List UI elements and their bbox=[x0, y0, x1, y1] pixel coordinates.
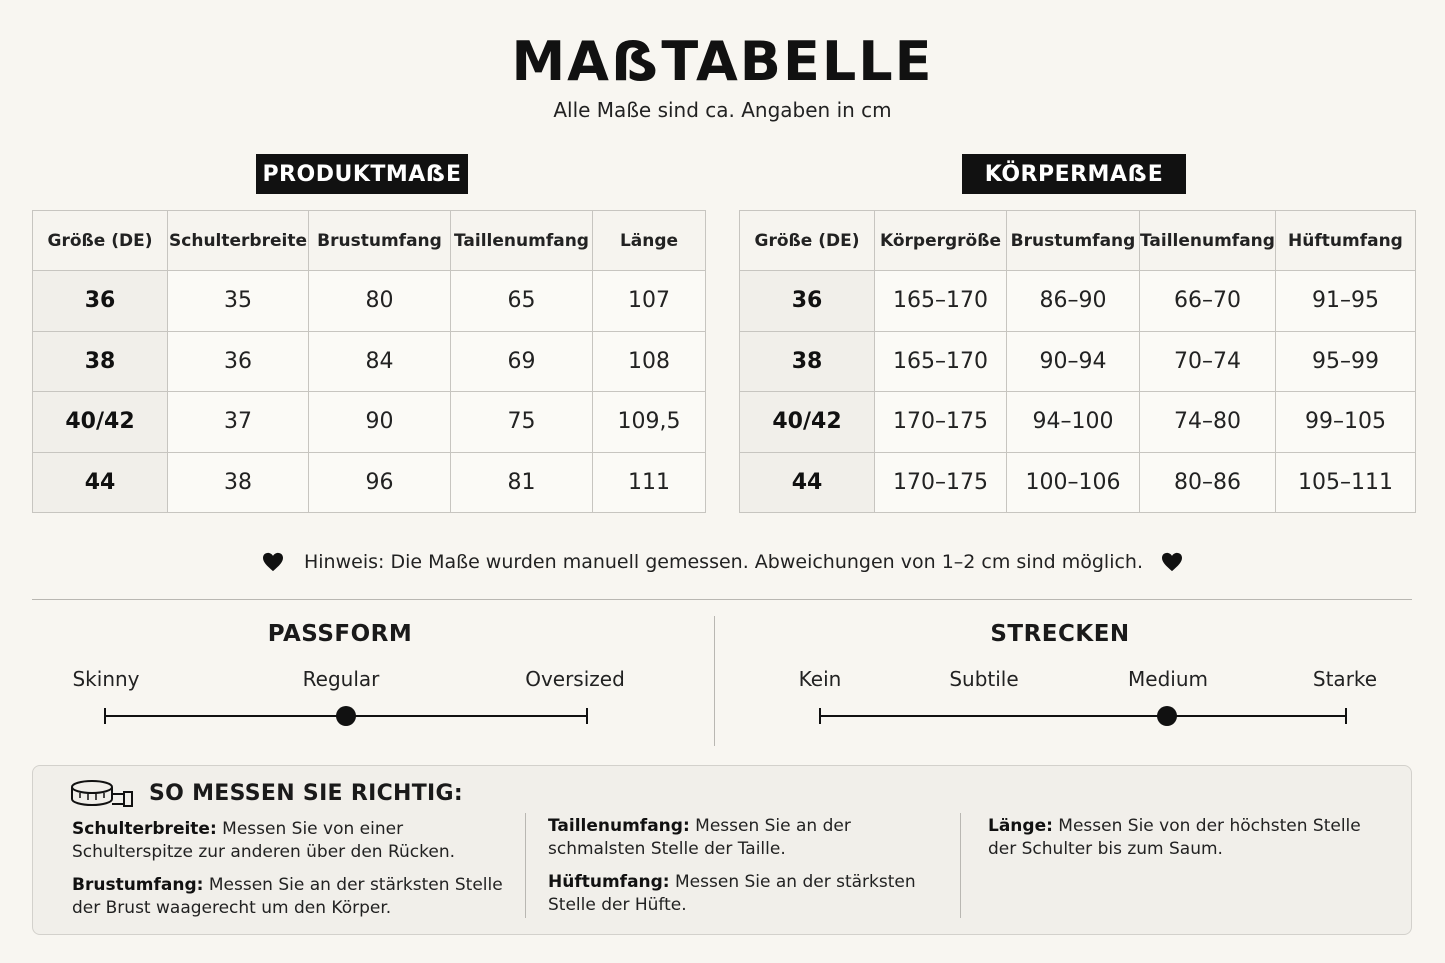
table-cell: 81 bbox=[451, 452, 593, 513]
howto-column bbox=[548, 815, 948, 927]
strecken-option: Starke bbox=[1312, 667, 1378, 691]
table-header-row bbox=[740, 211, 1416, 271]
howto-term: Taillenumfang: bbox=[548, 816, 690, 836]
table-cell: 109,5 bbox=[593, 392, 706, 453]
table-header: Größe (DE) bbox=[740, 211, 875, 271]
howto-term: Brustumfang: bbox=[72, 875, 204, 895]
table-header: Schulterbreite bbox=[168, 211, 309, 271]
heart-icon bbox=[1161, 552, 1183, 572]
tape-measure-icon bbox=[70, 778, 134, 810]
table-cell: 80–86 bbox=[1140, 452, 1276, 513]
table-cell: 69 bbox=[451, 331, 593, 392]
table-cell: 91–95 bbox=[1275, 271, 1415, 332]
table-row bbox=[740, 392, 1416, 453]
table-cell: 37 bbox=[168, 392, 309, 453]
size-cell: 40/42 bbox=[740, 392, 875, 453]
table-cell: 90 bbox=[309, 392, 451, 453]
product-table bbox=[32, 210, 706, 513]
howto-text: Messen Sie an der schmalsten Stelle der Taille. bbox=[548, 816, 851, 859]
howto-item bbox=[72, 874, 512, 920]
size-cell: 38 bbox=[33, 331, 168, 392]
howto-column bbox=[72, 818, 512, 930]
table-header: Taillenumfang bbox=[451, 211, 593, 271]
table-cell: 100–106 bbox=[1007, 452, 1140, 513]
howto-term: Länge: bbox=[988, 816, 1053, 836]
table-cell: 36 bbox=[168, 331, 309, 392]
howto-item bbox=[988, 815, 1378, 861]
passform-option: Regular bbox=[302, 667, 380, 691]
table-cell: 170–175 bbox=[875, 392, 1007, 453]
table-cell: 95–99 bbox=[1275, 331, 1415, 392]
strecken-option: Kein bbox=[798, 667, 842, 691]
table-row bbox=[33, 271, 706, 332]
table-header: Brustumfang bbox=[309, 211, 451, 271]
table-cell: 99–105 bbox=[1275, 392, 1415, 453]
howto-item bbox=[548, 815, 948, 861]
table-header: Länge bbox=[593, 211, 706, 271]
table-cell: 80 bbox=[309, 271, 451, 332]
passform-indicator bbox=[336, 706, 356, 726]
table-header: Taillenumfang bbox=[1140, 211, 1276, 271]
howto-text: Messen Sie an der stärksten Stelle der Brust waagerecht um den Körper. bbox=[72, 875, 503, 918]
table-row bbox=[33, 331, 706, 392]
table-cell: 107 bbox=[593, 271, 706, 332]
measurement-note bbox=[0, 551, 1445, 573]
strecken-track bbox=[819, 715, 1347, 717]
scale-divider bbox=[714, 616, 715, 746]
howto-item bbox=[548, 871, 948, 917]
table-row bbox=[740, 271, 1416, 332]
table-row bbox=[33, 392, 706, 453]
page-title: MAẞTABELLE bbox=[511, 30, 934, 93]
table-cell: 84 bbox=[309, 331, 451, 392]
body-section-label: KÖRPERMAẞE bbox=[962, 154, 1186, 194]
howto-text: Messen Sie von einer Schulterspitze zur anderen über den Rücken. bbox=[72, 819, 456, 862]
howto-text: Messen Sie von der höchsten Stelle der Schulter bis zum Saum. bbox=[988, 816, 1361, 859]
product-section-label: PRODUKTMAẞE bbox=[256, 154, 468, 194]
table-cell: 105–111 bbox=[1275, 452, 1415, 513]
passform-option: Skinny bbox=[72, 667, 140, 691]
size-cell: 44 bbox=[33, 452, 168, 513]
column-divider bbox=[525, 813, 526, 918]
table-cell: 96 bbox=[309, 452, 451, 513]
strecken-tick bbox=[819, 708, 821, 724]
howto-item bbox=[72, 818, 512, 864]
table-cell: 111 bbox=[593, 452, 706, 513]
table-cell: 94–100 bbox=[1007, 392, 1140, 453]
passform-tick bbox=[586, 708, 588, 724]
howto-term: Hüftumfang: bbox=[548, 872, 670, 892]
size-cell: 36 bbox=[740, 271, 875, 332]
size-cell: 44 bbox=[740, 452, 875, 513]
table-cell: 90–94 bbox=[1007, 331, 1140, 392]
table-cell: 70–74 bbox=[1140, 331, 1276, 392]
table-row bbox=[33, 452, 706, 513]
section-divider bbox=[32, 599, 1412, 600]
table-cell: 86–90 bbox=[1007, 271, 1140, 332]
howto-term: Schulterbreite: bbox=[72, 819, 217, 839]
table-header: Körpergröße bbox=[875, 211, 1007, 271]
table-cell: 74–80 bbox=[1140, 392, 1276, 453]
table-cell: 165–170 bbox=[875, 271, 1007, 332]
size-cell: 40/42 bbox=[33, 392, 168, 453]
heart-icon bbox=[262, 552, 284, 572]
table-cell: 75 bbox=[451, 392, 593, 453]
table-header: Hüftumfang bbox=[1275, 211, 1415, 271]
size-cell: 38 bbox=[740, 331, 875, 392]
table-row bbox=[740, 452, 1416, 513]
table-cell: 165–170 bbox=[875, 331, 1007, 392]
passform-tick bbox=[104, 708, 106, 724]
howto-column bbox=[988, 815, 1378, 871]
size-cell: 36 bbox=[33, 271, 168, 332]
strecken-option: Subtile bbox=[949, 667, 1019, 691]
table-cell: 35 bbox=[168, 271, 309, 332]
table-header: Brustumfang bbox=[1007, 211, 1140, 271]
passform-option: Oversized bbox=[525, 667, 625, 691]
howto-title: SO MESSEN SIE RICHTIG: bbox=[149, 781, 463, 806]
table-cell: 170–175 bbox=[875, 452, 1007, 513]
strecken-title: STRECKEN bbox=[990, 621, 1130, 647]
table-cell: 66–70 bbox=[1140, 271, 1276, 332]
table-header-row bbox=[33, 211, 706, 271]
note-text: Hinweis: Die Maße wurden manuell gemessen. Abweichungen von 1–2 cm sind möglich. bbox=[303, 551, 1144, 573]
page-subtitle: Alle Maße sind ca. Angaben in cm bbox=[553, 98, 892, 122]
table-cell: 108 bbox=[593, 331, 706, 392]
passform-title: PASSFORM bbox=[267, 621, 413, 647]
strecken-tick bbox=[1345, 708, 1347, 724]
howto-text: Messen Sie an der stärksten Stelle der Hüfte. bbox=[548, 872, 916, 915]
table-cell: 65 bbox=[451, 271, 593, 332]
body-table bbox=[739, 210, 1416, 513]
table-header: Größe (DE) bbox=[33, 211, 168, 271]
table-cell: 38 bbox=[168, 452, 309, 513]
strecken-option: Medium bbox=[1128, 667, 1208, 691]
strecken-indicator bbox=[1157, 706, 1177, 726]
table-row bbox=[740, 331, 1416, 392]
column-divider bbox=[960, 813, 961, 918]
